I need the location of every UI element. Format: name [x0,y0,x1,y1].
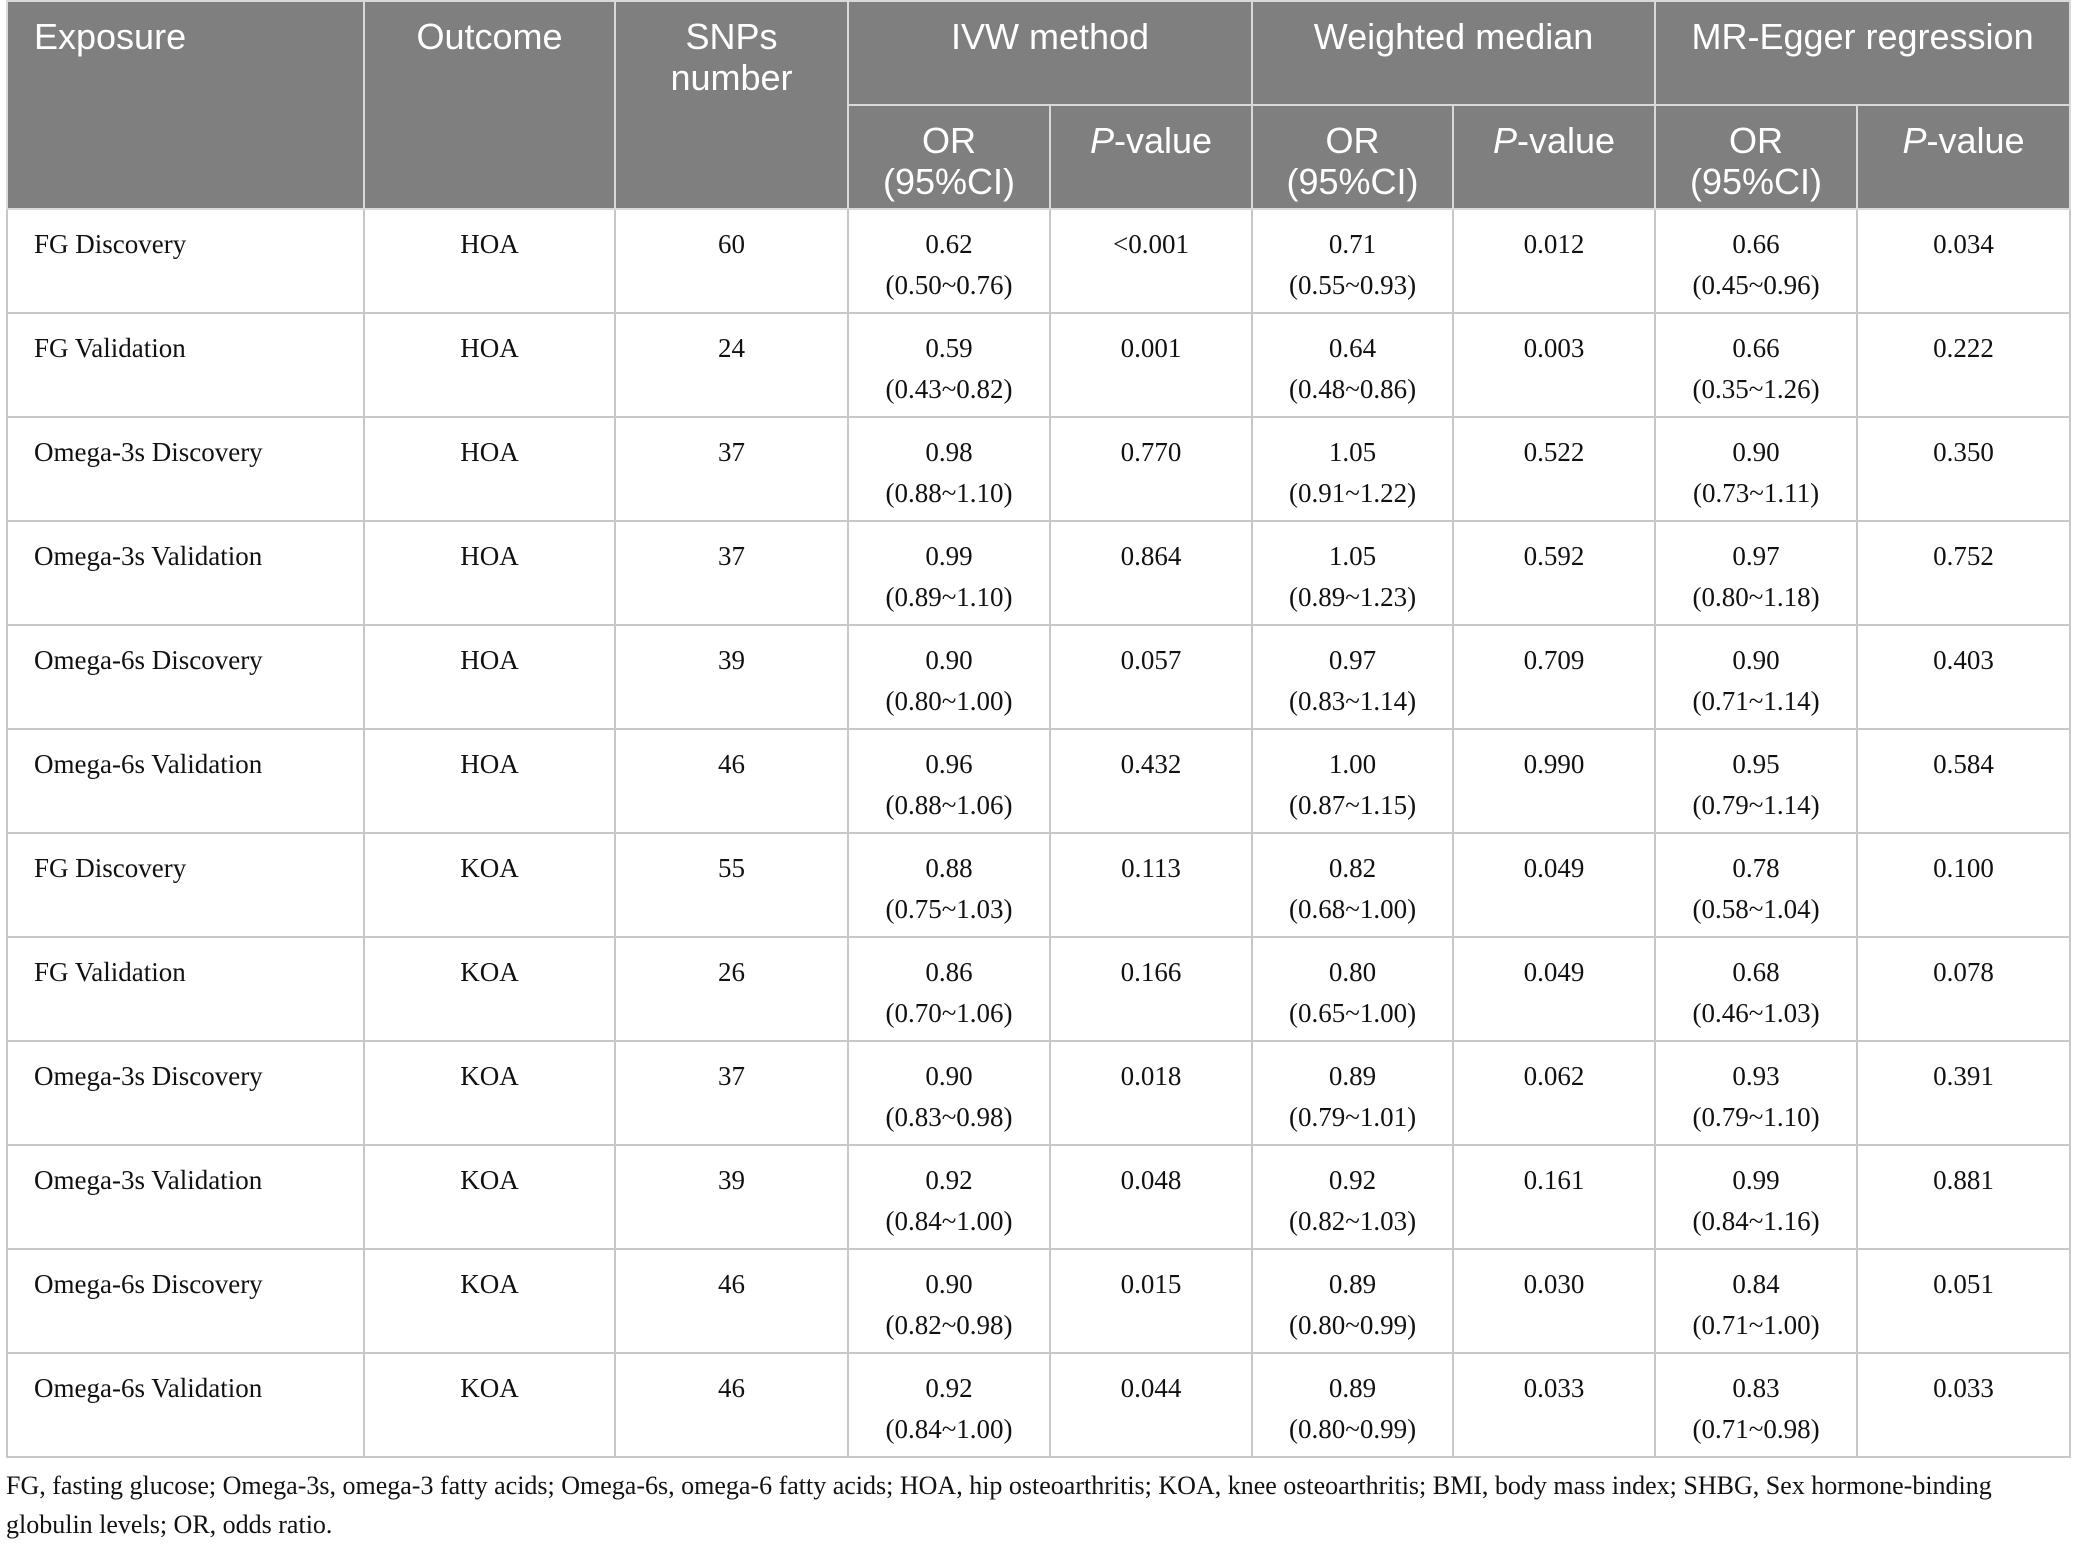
cell-snps: 39 [615,625,848,729]
p-suffix: -value [1926,120,2025,161]
cell-wm-p: 0.003 [1453,313,1655,417]
cell-egger-or [1655,1353,1857,1457]
confidence-interval-value: (0.79~1.01) [1288,1102,1417,1132]
cell-wm-or [1252,1041,1453,1145]
confidence-interval-value: (0.73~1.11) [1692,478,1820,508]
confidence-interval-value: (0.71~1.14) [1692,686,1820,716]
cell-exposure: Omega-3s Discovery [7,417,364,521]
cell-outcome: HOA [364,625,615,729]
odds-ratio-value: 0.68 [1732,957,1780,987]
confidence-interval-value: (0.84~1.00) [885,1206,1013,1236]
cell-wm-or [1252,521,1453,625]
cell-ivw-p: 0.864 [1050,521,1252,625]
confidence-interval-value: (0.65~1.00) [1288,998,1417,1028]
odds-ratio-value: 0.88 [925,853,973,883]
cell-outcome: KOA [364,1353,615,1457]
odds-ratio-value: 1.05 [1328,437,1377,467]
confidence-interval-value: (0.84~1.16) [1692,1206,1820,1236]
header-ivw-or [848,105,1050,209]
confidence-interval-value: (0.83~1.14) [1288,686,1417,716]
header-egger-p [1857,105,2070,209]
header-wm-p [1453,105,1655,209]
ci-label: (95%CI) [882,161,1016,202]
header-mr-egger: MR-Egger regression [1655,1,2070,105]
table-row [7,937,2070,1041]
confidence-interval-value: (0.89~1.23) [1288,582,1417,612]
cell-exposure: FG Validation [7,937,364,1041]
p-suffix: -value [1517,120,1616,161]
cell-snps: 55 [615,833,848,937]
cell-snps: 37 [615,1041,848,1145]
cell-wm-p: 0.062 [1453,1041,1655,1145]
cell-wm-or [1252,1249,1453,1353]
confidence-interval-value: (0.70~1.06) [885,998,1013,1028]
cell-exposure: Omega-3s Discovery [7,1041,364,1145]
cell-egger-p: 0.881 [1857,1145,2070,1249]
confidence-interval-value: (0.46~1.03) [1692,998,1820,1028]
cell-snps: 60 [615,209,848,313]
cell-wm-p: 0.592 [1453,521,1655,625]
confidence-interval-value: (0.91~1.22) [1288,478,1417,508]
odds-ratio-value: 0.62 [925,229,973,259]
cell-ivw-p: 0.015 [1050,1249,1252,1353]
cell-outcome: HOA [364,729,615,833]
odds-ratio-value: 0.66 [1732,333,1780,363]
cell-wm-p: 0.709 [1453,625,1655,729]
cell-ivw-or [848,833,1050,937]
cell-wm-p: 0.033 [1453,1353,1655,1457]
table-footnote: FG, fasting glucose; Omega-3s, omega-3 fatty acids; Omega-6s, omega-6 fatty acids; HOA, hip osteoarthritis; KOA, knee osteoarthritis; BMI, body mass index; SHBG, Sex hormone-binding globulin levels; OR, odds ratio. [6,1471,1992,1539]
table-row [7,209,2070,313]
cell-wm-or [1252,209,1453,313]
cell-ivw-or [848,1145,1050,1249]
odds-ratio-value: 0.98 [925,437,973,467]
header-wm-or [1252,105,1453,209]
or-label: OR [1729,120,1784,161]
confidence-interval-value: (0.79~1.14) [1692,790,1820,820]
cell-outcome: HOA [364,209,615,313]
header-weighted-median: Weighted median [1252,1,1655,105]
cell-wm-p: 0.030 [1453,1249,1655,1353]
cell-wm-or [1252,1145,1453,1249]
ci-label: (95%CI) [1286,161,1419,202]
cell-egger-p: 0.350 [1857,417,2070,521]
cell-ivw-or [848,1249,1050,1353]
odds-ratio-value: 0.92 [925,1373,973,1403]
cell-egger-p: 0.391 [1857,1041,2070,1145]
table-row [7,625,2070,729]
cell-exposure: Omega-6s Validation [7,729,364,833]
odds-ratio-value: 1.05 [1328,541,1377,571]
confidence-interval-value: (0.80~1.18) [1692,582,1820,612]
cell-egger-p: 0.034 [1857,209,2070,313]
cell-outcome: KOA [364,1041,615,1145]
cell-ivw-p: 0.018 [1050,1041,1252,1145]
cell-ivw-p: 0.044 [1050,1353,1252,1457]
confidence-interval-value: (0.48~0.86) [1288,374,1417,404]
cell-egger-or [1655,209,1857,313]
cell-exposure: FG Discovery [7,833,364,937]
cell-outcome: KOA [364,833,615,937]
odds-ratio-value: 0.89 [1328,1269,1377,1299]
cell-wm-or [1252,1353,1453,1457]
cell-ivw-p: 0.001 [1050,313,1252,417]
p-letter: P [1492,120,1517,161]
odds-ratio-value: 0.82 [1328,853,1377,883]
confidence-interval-value: (0.50~0.76) [885,270,1013,300]
odds-ratio-value: 0.59 [925,333,973,363]
cell-outcome: HOA [364,417,615,521]
cell-snps: 37 [615,521,848,625]
header-ivw-p [1050,105,1252,209]
cell-wm-p: 0.161 [1453,1145,1655,1249]
odds-ratio-value: 0.97 [1732,541,1780,571]
cell-ivw-or [848,209,1050,313]
confidence-interval-value: (0.82~1.03) [1288,1206,1417,1236]
confidence-interval-value: (0.88~1.10) [885,478,1013,508]
table-row [7,521,2070,625]
odds-ratio-value: 0.64 [1328,333,1377,363]
header-row-groups [7,1,2070,105]
header-snps-number: SNPs number [615,1,848,209]
cell-ivw-or [848,729,1050,833]
p-letter: P [1902,120,1927,161]
odds-ratio-value: 0.66 [1732,229,1780,259]
cell-egger-p: 0.584 [1857,729,2070,833]
odds-ratio-value: 0.95 [1732,749,1780,779]
cell-ivw-or [848,521,1050,625]
cell-wm-p: 0.049 [1453,833,1655,937]
odds-ratio-value: 0.78 [1732,853,1780,883]
cell-snps: 37 [615,417,848,521]
cell-egger-or [1655,625,1857,729]
odds-ratio-value: 0.99 [925,541,973,571]
cell-egger-or [1655,937,1857,1041]
cell-egger-or [1655,1041,1857,1145]
cell-exposure: Omega-6s Discovery [7,625,364,729]
cell-wm-or [1252,417,1453,521]
odds-ratio-value: 0.90 [925,1061,973,1091]
cell-ivw-or [848,937,1050,1041]
cell-ivw-p: 0.432 [1050,729,1252,833]
table-row [7,1041,2070,1145]
table-body [7,209,2070,1457]
cell-egger-or [1655,729,1857,833]
odds-ratio-value: 0.86 [925,957,973,987]
cell-egger-p: 0.078 [1857,937,2070,1041]
odds-ratio-value: 0.89 [1328,1373,1377,1403]
confidence-interval-value: (0.45~0.96) [1692,270,1820,300]
cell-outcome: KOA [364,1249,615,1353]
odds-ratio-value: 0.89 [1328,1061,1377,1091]
table-row [7,1353,2070,1457]
cell-exposure: Omega-6s Discovery [7,1249,364,1353]
cell-egger-or [1655,521,1857,625]
cell-ivw-or [848,1041,1050,1145]
table-row [7,313,2070,417]
cell-egger-p: 0.033 [1857,1353,2070,1457]
cell-snps: 39 [615,1145,848,1249]
confidence-interval-value: (0.80~0.99) [1288,1414,1417,1444]
results-table [6,0,2071,1458]
cell-ivw-p: 0.113 [1050,833,1252,937]
cell-egger-p: 0.051 [1857,1249,2070,1353]
odds-ratio-value: 0.90 [1732,437,1780,467]
confidence-interval-value: (0.80~0.99) [1288,1310,1417,1340]
confidence-interval-value: (0.89~1.10) [885,582,1013,612]
confidence-interval-value: (0.68~1.00) [1288,894,1417,924]
cell-snps: 26 [615,937,848,1041]
cell-egger-or [1655,833,1857,937]
cell-snps: 46 [615,1249,848,1353]
cell-egger-p: 0.403 [1857,625,2070,729]
odds-ratio-value: 0.97 [1328,645,1377,675]
cell-ivw-p: <0.001 [1050,209,1252,313]
confidence-interval-value: (0.88~1.06) [885,790,1013,820]
cell-ivw-p: 0.166 [1050,937,1252,1041]
cell-snps: 46 [615,1353,848,1457]
cell-wm-or [1252,313,1453,417]
odds-ratio-value: 0.92 [925,1165,973,1195]
odds-ratio-value: 0.92 [1328,1165,1377,1195]
cell-exposure: Omega-3s Validation [7,521,364,625]
cell-egger-p: 0.752 [1857,521,2070,625]
confidence-interval-value: (0.71~0.98) [1692,1414,1820,1444]
odds-ratio-value: 0.96 [925,749,973,779]
or-label: OR [1325,120,1380,161]
confidence-interval-value: (0.82~0.98) [885,1310,1013,1340]
cell-egger-or [1655,313,1857,417]
confidence-interval-value: (0.43~0.82) [885,374,1013,404]
cell-ivw-p: 0.048 [1050,1145,1252,1249]
cell-wm-p: 0.049 [1453,937,1655,1041]
cell-wm-p: 0.012 [1453,209,1655,313]
p-letter: P [1089,120,1114,161]
odds-ratio-value: 0.80 [1328,957,1377,987]
cell-wm-p: 0.522 [1453,417,1655,521]
cell-egger-p: 0.222 [1857,313,2070,417]
odds-ratio-value: 0.90 [925,645,973,675]
header-outcome: Outcome [364,1,615,209]
or-label: OR [922,120,976,161]
cell-exposure: Omega-3s Validation [7,1145,364,1249]
ci-label: (95%CI) [1690,161,1823,202]
cell-wm-or [1252,937,1453,1041]
confidence-interval-value: (0.83~0.98) [885,1102,1013,1132]
cell-exposure: FG Validation [7,313,364,417]
cell-exposure: FG Discovery [7,209,364,313]
confidence-interval-value: (0.71~1.00) [1692,1310,1820,1340]
table-row [7,417,2070,521]
cell-outcome: KOA [364,937,615,1041]
header-egger-or [1655,105,1857,209]
confidence-interval-value: (0.84~1.00) [885,1414,1013,1444]
cell-wm-or [1252,625,1453,729]
confidence-interval-value: (0.35~1.26) [1692,374,1820,404]
confidence-interval-value: (0.55~0.93) [1288,270,1417,300]
cell-ivw-or [848,417,1050,521]
odds-ratio-value: 0.83 [1732,1373,1780,1403]
cell-egger-p: 0.100 [1857,833,2070,937]
cell-egger-or [1655,1145,1857,1249]
header-ivw-method: IVW method [848,1,1252,105]
confidence-interval-value: (0.79~1.10) [1692,1102,1820,1132]
cell-ivw-p: 0.057 [1050,625,1252,729]
odds-ratio-value: 1.00 [1328,749,1377,779]
odds-ratio-value: 0.71 [1328,229,1377,259]
p-suffix: -value [1113,120,1213,161]
cell-ivw-or [848,313,1050,417]
cell-ivw-p: 0.770 [1050,417,1252,521]
cell-egger-or [1655,417,1857,521]
cell-ivw-or [848,1353,1050,1457]
cell-wm-p: 0.990 [1453,729,1655,833]
cell-outcome: HOA [364,313,615,417]
odds-ratio-value: 0.84 [1732,1269,1780,1299]
confidence-interval-value: (0.58~1.04) [1692,894,1820,924]
cell-ivw-or [848,625,1050,729]
cell-egger-or [1655,1249,1857,1353]
confidence-interval-value: (0.80~1.00) [885,686,1013,716]
cell-snps: 46 [615,729,848,833]
odds-ratio-value: 0.99 [1732,1165,1780,1195]
table-row [7,729,2070,833]
cell-exposure: Omega-6s Validation [7,1353,364,1457]
confidence-interval-value: (0.75~1.03) [885,894,1013,924]
cell-wm-or [1252,833,1453,937]
cell-snps: 24 [615,313,848,417]
cell-outcome: KOA [364,1145,615,1249]
table-row [7,833,2070,937]
odds-ratio-value: 0.90 [1732,645,1780,675]
cell-outcome: HOA [364,521,615,625]
header-exposure: Exposure [7,1,364,209]
confidence-interval-value: (0.87~1.15) [1288,790,1417,820]
odds-ratio-value: 0.93 [1732,1061,1780,1091]
table-row [7,1249,2070,1353]
cell-wm-or [1252,729,1453,833]
odds-ratio-value: 0.90 [925,1269,973,1299]
table-row [7,1145,2070,1249]
